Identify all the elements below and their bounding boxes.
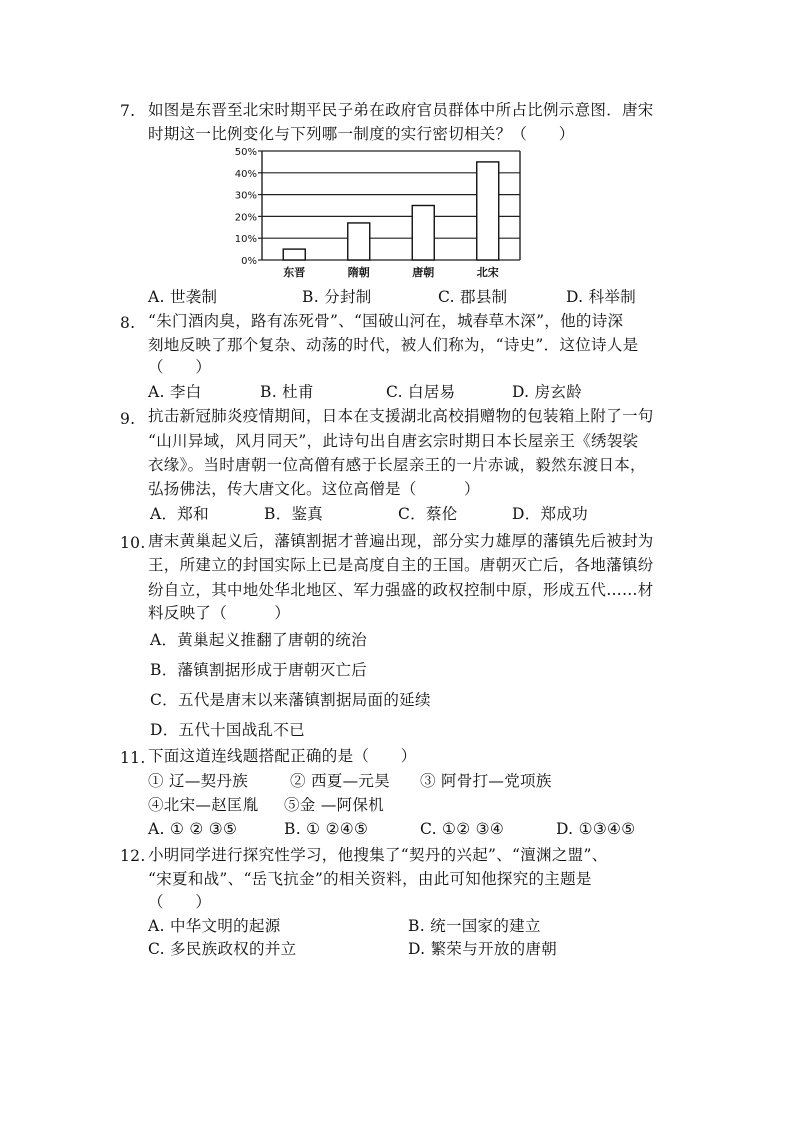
y-tick-label: 20% — [234, 212, 257, 224]
x-tick-label: 隋朝 — [347, 266, 370, 279]
q12-option-b[interactable]: B. 统一国家的建立 — [408, 917, 541, 935]
q9-stem-line-2: “山川异域，风月同天”，此诗句出自唐玄宗时期日本长屋亲王《绣袈裟 — [148, 432, 639, 450]
q9-stem-line-3: 衣缘》。当时唐朝一位高僧有感于长屋亲王的一片赤诚，毅然东渡日本， — [148, 456, 646, 474]
x-tick-label: 北宋 — [476, 266, 499, 279]
y-tick-label: 30% — [234, 190, 257, 202]
x-tick-label: 唐朝 — [412, 266, 435, 279]
bar-北宋 — [477, 162, 499, 260]
q12-number: 12. — [120, 847, 146, 865]
q11-number: 11. — [120, 749, 146, 767]
q9-option-d[interactable]: D．郑成功 — [512, 505, 588, 523]
q7-stem-line-2: 时期这一比例变化与下列哪一制度的实行密切相关？（ ） — [148, 125, 575, 143]
q9-number: 9. — [120, 410, 136, 428]
q12-option-d[interactable]: D. 繁荣与开放的唐朝 — [408, 940, 558, 958]
q10-option-d[interactable]: D．五代十国战乱不已 — [150, 721, 305, 739]
q12-stem-line-2: “宋夏和战”、“岳飞抗金”的相关资料，由此可知他探究的主题是 — [148, 870, 592, 888]
q11-stem-line-1: 下面这道连线题搭配正确的是（ ） — [148, 747, 417, 765]
q8-option-a[interactable]: A. 李白 — [148, 383, 202, 401]
q11-pair-1: ① 辽—契丹族 — [148, 772, 249, 790]
q11-pair-3: ③ 阿骨打—党项族 — [420, 772, 552, 790]
q8-option-c[interactable]: C. 白居易 — [386, 383, 456, 401]
q10-stem-line-2: 王，所建立的封国实际上已是高度自主的王国。唐朝灭亡后，各地藩镇纷 — [148, 556, 654, 574]
q11-pair-5: ⑤金 —阿保机 — [284, 796, 385, 814]
q11-option-c[interactable]: C. ①② ③④ — [420, 820, 505, 838]
q9-option-a[interactable]: A．郑和 — [150, 505, 209, 523]
q9-option-b[interactable]: B．鉴真 — [264, 505, 324, 523]
bar-唐朝 — [412, 206, 434, 261]
q11-option-b[interactable]: B. ① ②④⑤ — [284, 820, 369, 838]
q7-bar-chart-svg — [232, 145, 532, 285]
q12-stem-line-3: （ ） — [148, 893, 212, 911]
q8-stem-line-2: 刻地反映了那个复杂、动荡的时代，被人们称为，“诗史”．这位诗人是 — [148, 336, 639, 354]
q7-option-d[interactable]: D. 科举制 — [566, 288, 637, 306]
y-tick-label: 40% — [234, 168, 257, 180]
q7-bar-chart — [232, 145, 532, 285]
q10-number: 10. — [120, 534, 146, 552]
q9-stem-line-1: 抗击新冠肺炎疫情期间，日本在支援湖北高校捐赠物的包装箱上附了一句 — [148, 407, 654, 425]
q9-stem-line-4: 弘扬佛法，传大唐文化。这位高僧是（ ） — [148, 480, 480, 498]
q10-stem-line-3: 纷自立，其中地处华北地区、军力强盛的政权控制中原，形成五代……材 — [148, 581, 654, 599]
q11-option-d[interactable]: D. ①③④⑤ — [556, 820, 636, 838]
q10-stem-line-1: 唐末黄巢起义后，藩镇割据才普遍出现，部分实力雄厚的藩镇先后被封为 — [148, 532, 654, 550]
q10-option-a[interactable]: A．黄巢起义推翻了唐朝的统治 — [150, 631, 367, 649]
y-tick-label: 50% — [234, 147, 257, 158]
q8-stem-line-3: （ ） — [148, 358, 212, 376]
q8-number: 8. — [120, 314, 136, 332]
q7-option-b[interactable]: B. 分封制 — [302, 288, 372, 306]
y-tick-label: 0% — [241, 256, 257, 267]
bar-隋朝 — [348, 223, 370, 260]
q8-stem-line-1: “朱门酒肉臭，路有冻死骨”、“国破山河在，城春草木深”，他的诗深 — [148, 312, 624, 330]
q8-option-b[interactable]: B. 杜甫 — [260, 383, 314, 401]
q7-number: 7. — [120, 102, 136, 120]
q12-stem-line-1: 小明同学进行探究性学习，他搜集了“契丹的兴起”、“澶渊之盟”、 — [148, 846, 608, 864]
q11-pair-2: ② 西夏—元昊 — [290, 772, 391, 790]
q11-pair-4: ④北宋—赵匡胤 — [148, 796, 259, 814]
q11-option-a[interactable]: A. ① ② ③⑤ — [148, 820, 238, 838]
q12-option-c[interactable]: C. 多民族政权的并立 — [148, 940, 297, 958]
q7-option-c[interactable]: C. 郡县制 — [438, 288, 508, 306]
bar-东晋 — [283, 249, 305, 260]
q10-option-c[interactable]: C．五代是唐末以来藩镇割据局面的延续 — [150, 691, 431, 709]
q7-option-a[interactable]: A. 世袭制 — [148, 288, 218, 306]
y-tick-label: 10% — [234, 234, 257, 246]
q10-stem-line-4: 料反映了（ ） — [148, 604, 291, 622]
q10-option-b[interactable]: B．藩镇割据形成于唐朝灭亡后 — [150, 661, 368, 679]
q7-stem-line-1: 如图是东晋至北宋时期平民子弟在政府官员群体中所占比例示意图．唐宋 — [148, 101, 654, 119]
q8-option-d[interactable]: D. 房玄龄 — [512, 383, 583, 401]
q9-option-c[interactable]: C．蔡伦 — [398, 505, 458, 523]
q12-option-a[interactable]: A. 中华文明的起源 — [148, 917, 281, 935]
x-tick-label: 东晋 — [283, 266, 306, 279]
